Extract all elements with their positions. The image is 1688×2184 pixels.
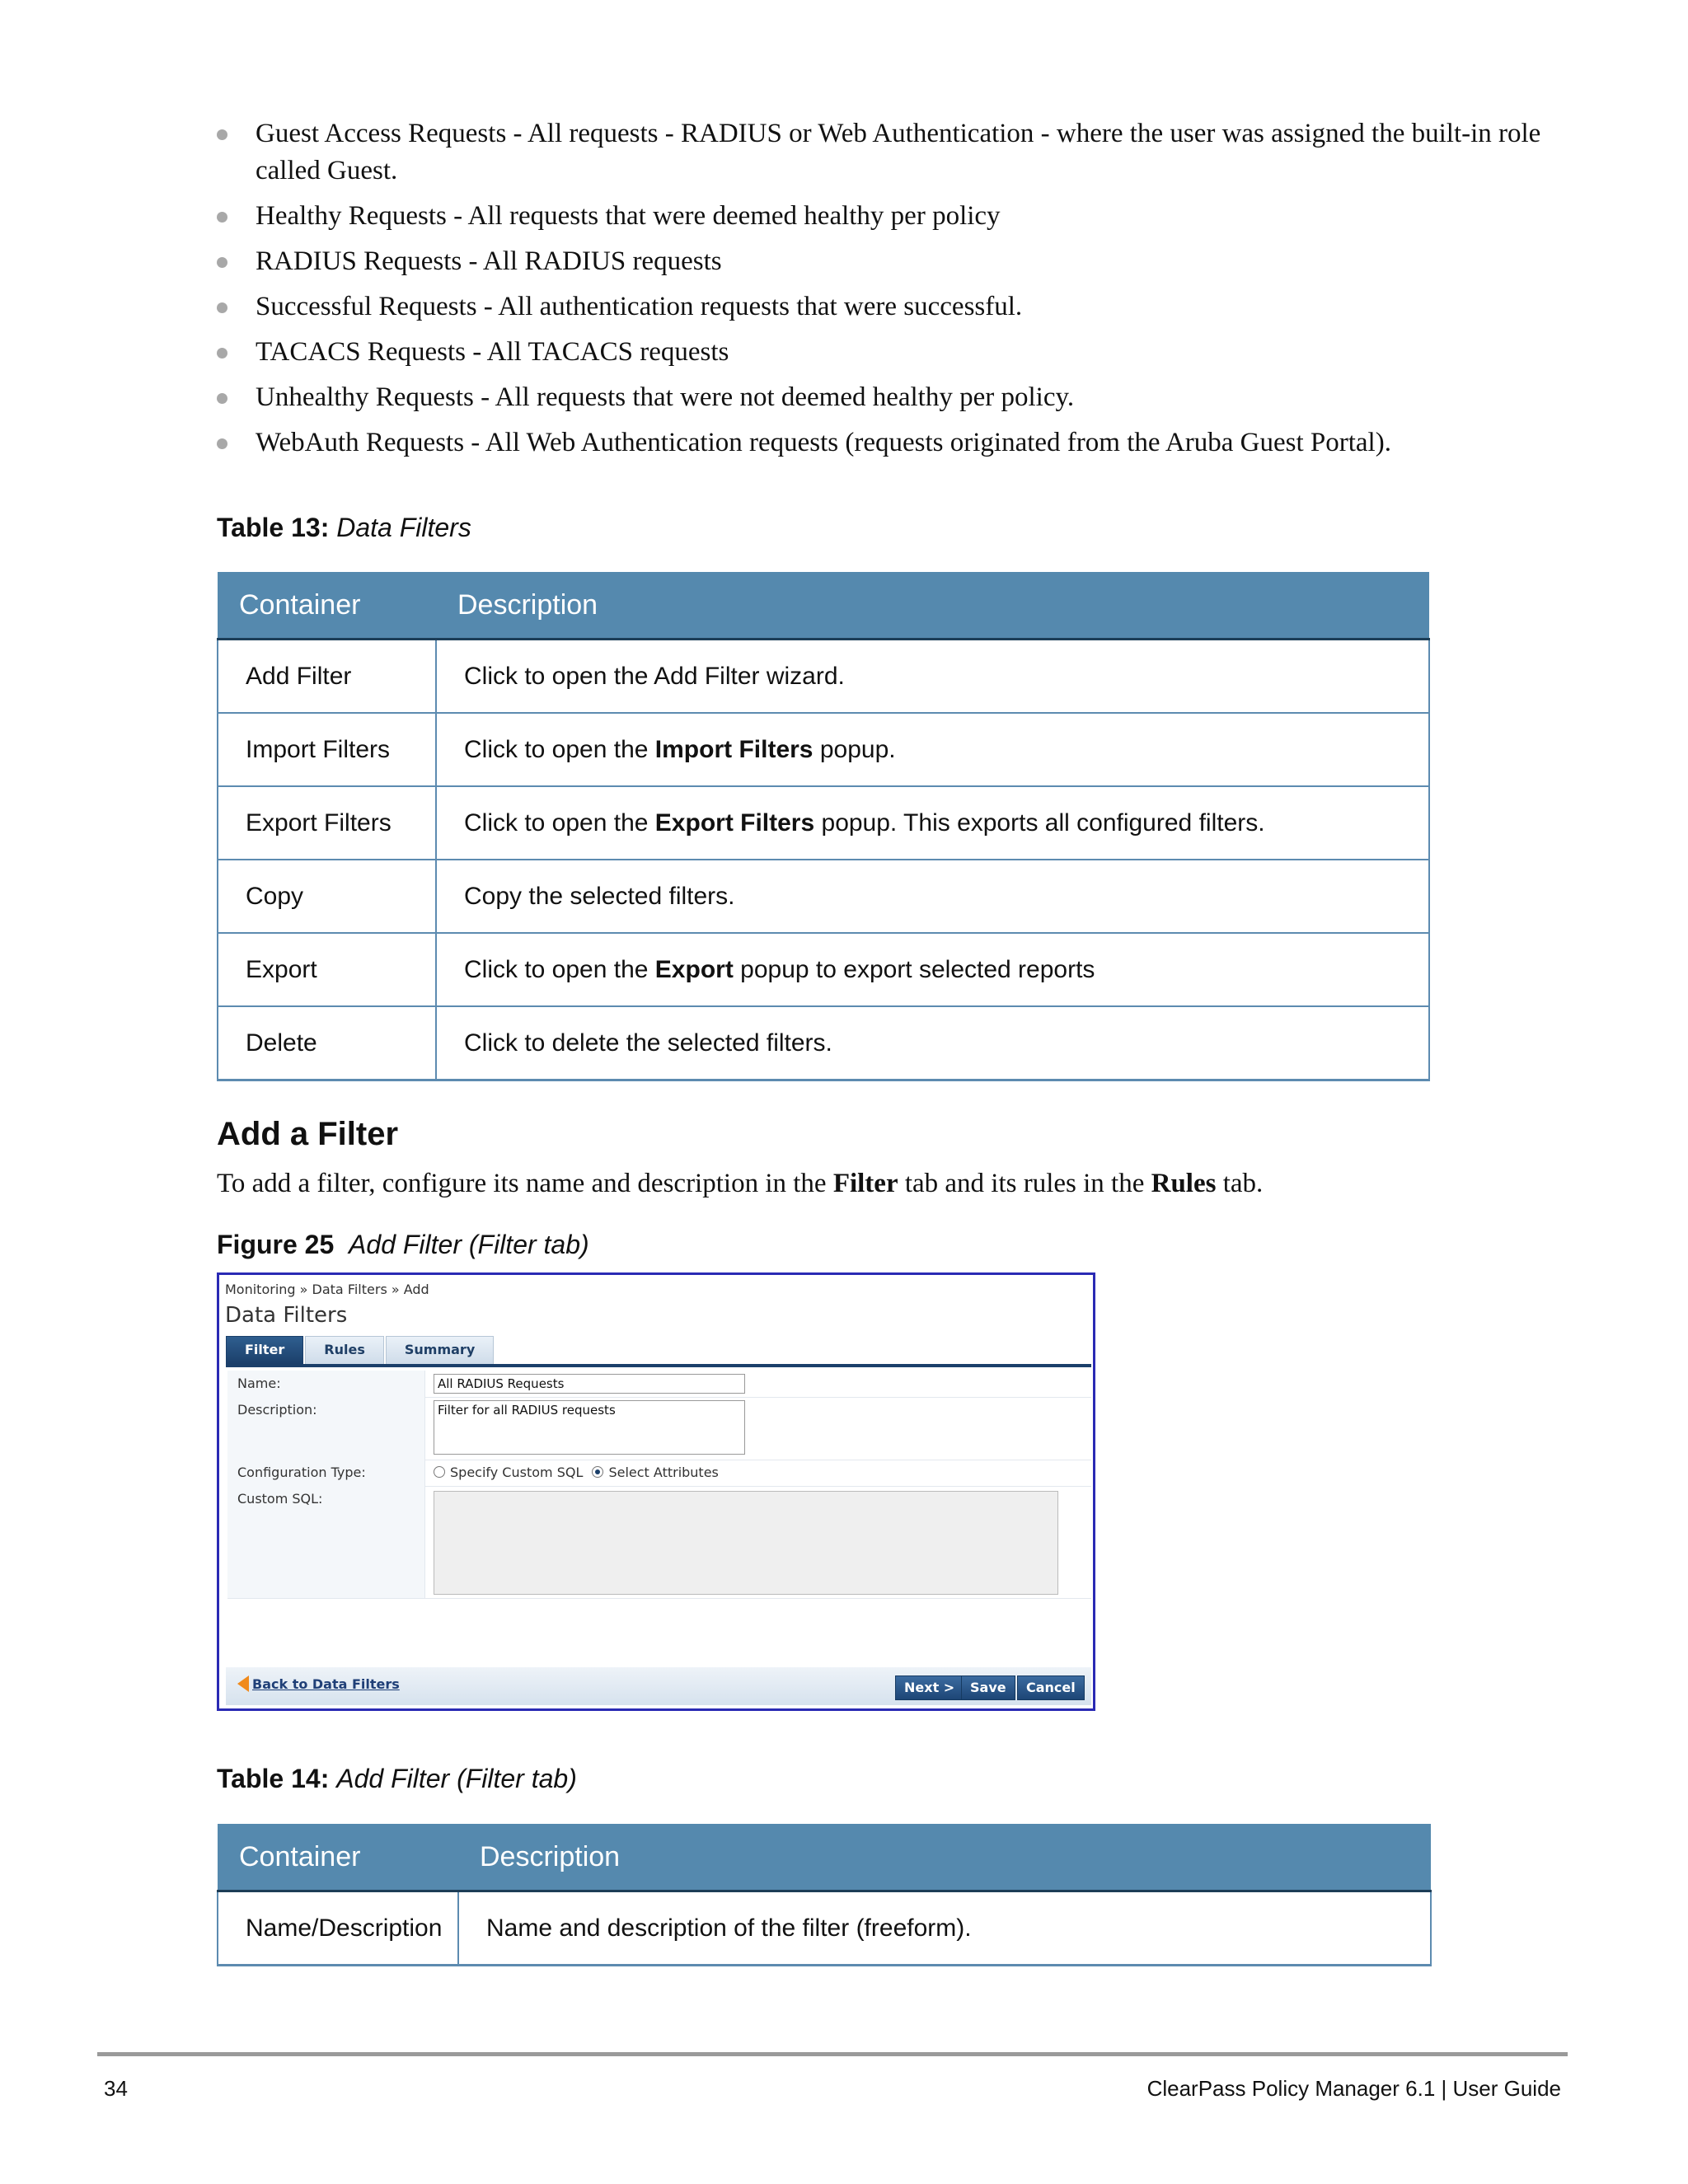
bullet-icon	[217, 129, 227, 140]
cell-description: Click to delete the selected filters.	[436, 1006, 1429, 1080]
config-type-options: Specify Custom SQL Select Attributes	[434, 1465, 719, 1480]
custom-sql-field[interactable]	[434, 1491, 1058, 1595]
column-header: Container	[218, 572, 436, 640]
breadcrumb[interactable]: Monitoring » Data Filters » Add	[225, 1282, 429, 1297]
list-item: Healthy Requests - All requests that were deemed healthy per policy	[213, 198, 1564, 235]
tab-bar	[226, 1336, 495, 1364]
radio-select-attributes[interactable]	[592, 1466, 603, 1478]
cell-container: Copy	[218, 860, 436, 933]
table-row	[218, 786, 1429, 860]
custom-sql-label: Custom SQL:	[227, 1486, 425, 1598]
bullet-icon	[217, 393, 227, 404]
bullet-icon	[217, 348, 227, 359]
data-filters-table	[217, 572, 1430, 1081]
form-row-description	[227, 1397, 1091, 1460]
form-row-custom-sql	[227, 1486, 1091, 1599]
bullet-icon	[217, 257, 227, 268]
list-item: TACACS Requests - All TACACS requests	[213, 334, 1564, 371]
tab-rules[interactable]: Rules	[305, 1336, 384, 1364]
section-heading: Add a Filter	[217, 1116, 399, 1152]
document-title: ClearPass Policy Manager 6.1 | User Guide	[1146, 2076, 1561, 2101]
form-footer	[226, 1667, 1091, 1705]
table-row	[218, 640, 1429, 714]
table-header-row	[218, 1824, 1431, 1891]
table-row	[218, 1891, 1431, 1966]
name-field[interactable]: All RADIUS Requests	[434, 1374, 745, 1394]
form-row-name	[227, 1371, 1091, 1398]
config-type-label: Configuration Type:	[227, 1460, 425, 1486]
save-button[interactable]: Save	[961, 1675, 1015, 1700]
bullet-list	[213, 115, 1564, 470]
bullet-icon	[217, 212, 227, 223]
description-field[interactable]: Filter for all RADIUS requests	[434, 1400, 745, 1455]
cell-description: Click to open the Export popup to export selected reports	[436, 933, 1429, 1006]
cell-container: Export	[218, 933, 436, 1006]
column-header: Container	[218, 1824, 458, 1891]
cell-description: Copy the selected filters.	[436, 860, 1429, 933]
cell-container: Import Filters	[218, 713, 436, 786]
name-label: Name:	[227, 1371, 425, 1397]
cell-container: Name/Description	[218, 1891, 458, 1966]
list-item: Guest Access Requests - All requests - RADIUS or Web Authentication - where the user was assigned the built-in role called Guest.	[213, 115, 1564, 190]
table-header-row	[218, 572, 1429, 640]
tab-underline	[226, 1364, 1091, 1367]
list-item: WebAuth Requests - All Web Authentication requests (requests originated from the Aruba Guest Portal).	[213, 424, 1564, 462]
cell-container: Delete	[218, 1006, 436, 1080]
list-item: Unhealthy Requests - All requests that were not deemed healthy per policy.	[213, 379, 1564, 416]
figure-caption: Figure 25 Add Filter (Filter tab)	[217, 1230, 589, 1259]
table-row	[218, 933, 1429, 1006]
radio-custom-sql[interactable]	[434, 1466, 445, 1478]
cell-container: Export Filters	[218, 786, 436, 860]
footer-divider	[97, 2052, 1568, 2056]
add-filter-screenshot	[217, 1272, 1095, 1711]
table-row	[218, 860, 1429, 933]
section-paragraph: To add a filter, configure its name and description in the Filter tab and its rules in the Rules tab.	[217, 1169, 1264, 1198]
tab-filter[interactable]: Filter	[226, 1336, 303, 1364]
tab-summary[interactable]: Summary	[386, 1336, 494, 1364]
cell-container: Add Filter	[218, 640, 436, 714]
description-label: Description:	[227, 1397, 425, 1460]
page-title: Data Filters	[225, 1303, 348, 1328]
bullet-icon	[217, 438, 227, 449]
back-arrow-icon	[237, 1675, 249, 1692]
back-link[interactable]: Back to Data Filters	[237, 1675, 400, 1692]
list-item: RADIUS Requests - All RADIUS requests	[213, 243, 1564, 280]
table-14-caption: Table 14: Add Filter (Filter tab)	[217, 1764, 577, 1793]
cell-description: Name and description of the filter (freeform).	[458, 1891, 1431, 1966]
table-row	[218, 713, 1429, 786]
cell-description: Click to open the Export Filters popup. This exports all configured filters.	[436, 786, 1429, 860]
column-header: Description	[436, 572, 1429, 640]
bullet-icon	[217, 302, 227, 313]
page-number: 34	[104, 2076, 128, 2101]
next-button[interactable]: Next >	[895, 1675, 964, 1700]
cell-description: Click to open the Add Filter wizard.	[436, 640, 1429, 714]
table-row	[218, 1006, 1429, 1080]
cell-description: Click to open the Import Filters popup.	[436, 713, 1429, 786]
cancel-button[interactable]: Cancel	[1017, 1675, 1085, 1700]
list-item: Successful Requests - All authentication requests that were successful.	[213, 288, 1564, 326]
add-filter-table	[217, 1824, 1432, 1966]
table-13-caption: Table 13: Data Filters	[217, 513, 471, 542]
form-row-config-type	[227, 1460, 1091, 1487]
column-header: Description	[458, 1824, 1431, 1891]
